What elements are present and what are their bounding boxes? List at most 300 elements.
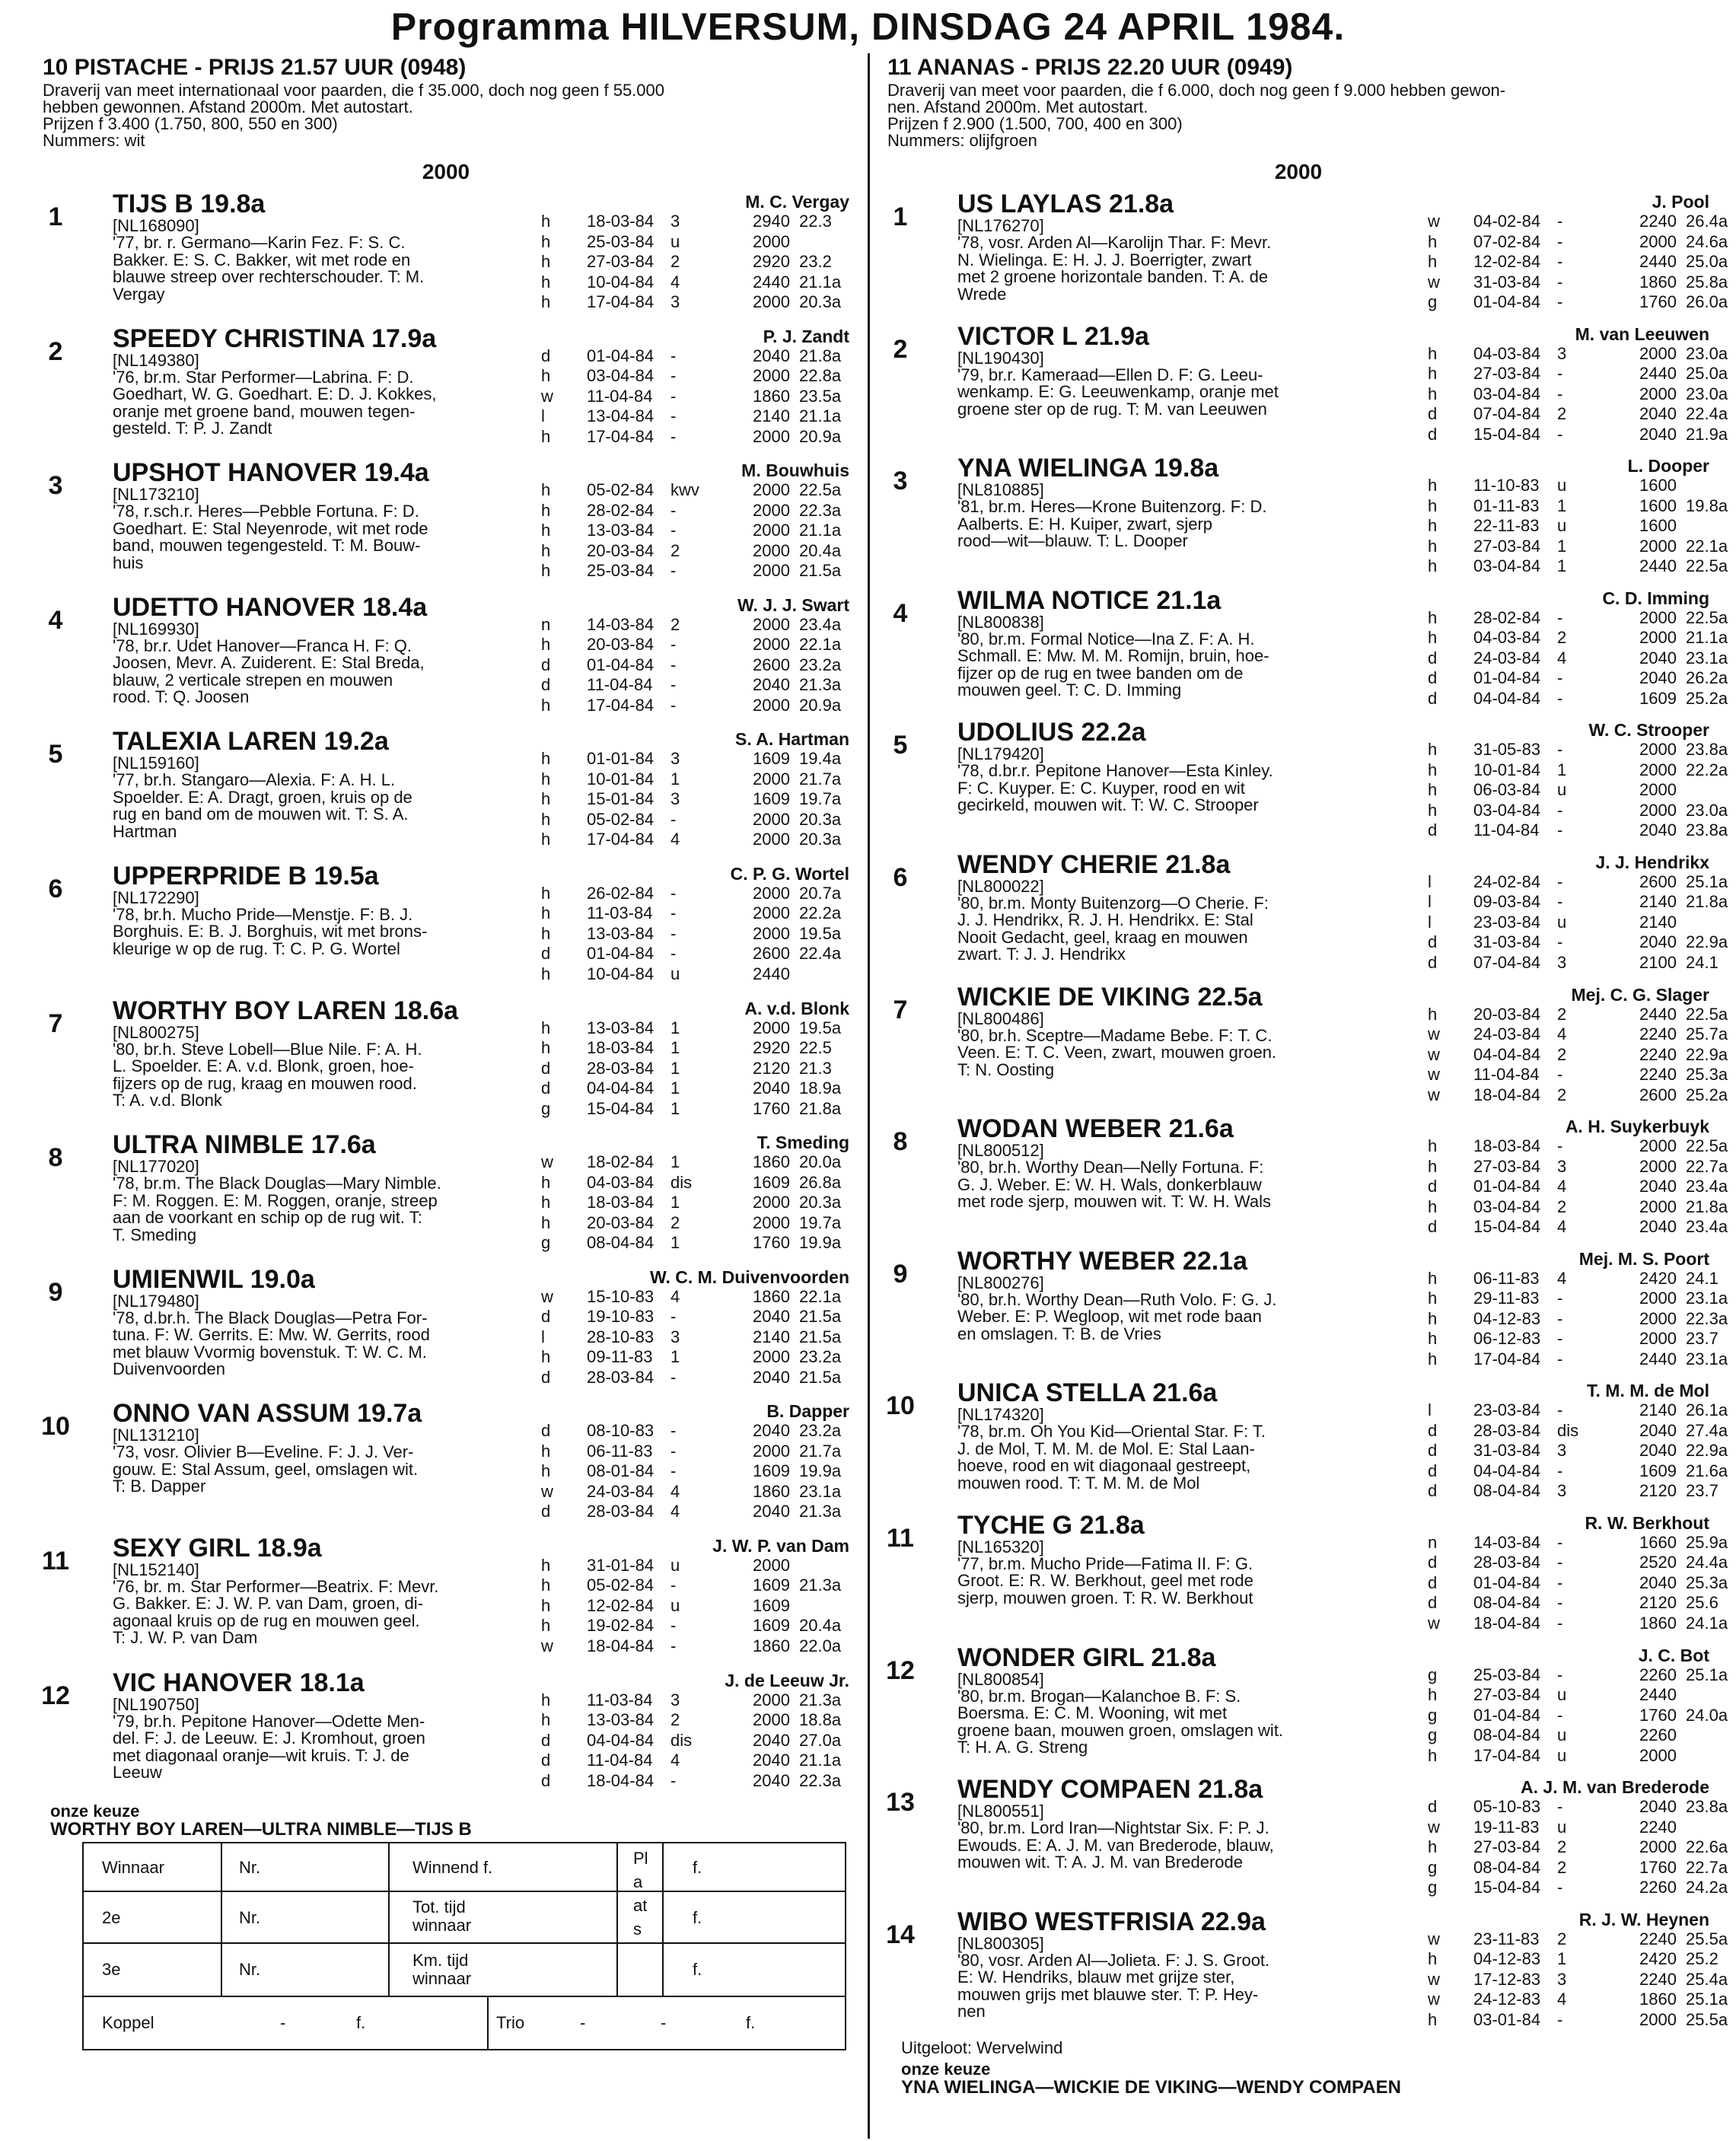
start-time: 22.3a: [799, 500, 842, 520]
start-place: 3: [1557, 1481, 1567, 1501]
start-place: -: [671, 655, 677, 674]
start-row: [1428, 1289, 1736, 1309]
start-time: 21.1a: [1686, 628, 1728, 648]
horse-trainer: M. van Leeuwen: [1575, 323, 1709, 344]
start-row: [541, 1690, 853, 1711]
horse-trainer: C. D. Imming: [1602, 588, 1709, 608]
start-row: [541, 964, 853, 985]
start-place: 1: [671, 1152, 680, 1172]
start-date: 11-04-84: [1473, 1065, 1540, 1085]
start-time: 21.1a: [799, 521, 842, 540]
table-line: [616, 1891, 845, 1892]
horse-entry: [887, 1246, 1728, 1378]
start-distance: 2140: [753, 1327, 790, 1346]
start-date: 15-10-83: [587, 1286, 655, 1306]
start-date: 06-11-83: [587, 1441, 653, 1461]
start-track: h: [541, 964, 551, 983]
start-place: -: [671, 695, 677, 715]
horse-trainer: C. P. G. Wortel: [730, 863, 849, 884]
horse-entry: [887, 982, 1728, 1114]
start-time: 22.0a: [799, 1636, 842, 1655]
horse-entry: [43, 323, 849, 458]
recent-starts: [541, 615, 853, 716]
start-date: 15-04-84: [1473, 424, 1541, 444]
horse-registration: [NL810885]: [957, 480, 1044, 500]
start-place: 3: [671, 292, 680, 311]
horse-entry: [887, 1510, 1728, 1642]
start-place: 1: [671, 1098, 680, 1118]
start-distance: 2240: [1639, 1024, 1677, 1044]
start-row: [1428, 668, 1736, 689]
start-track: h: [541, 635, 551, 655]
horse-trainer: Mej. M. S. Poort: [1578, 1248, 1709, 1269]
start-track: w: [1428, 1024, 1440, 1044]
horse-registration: [NL800551]: [957, 1802, 1044, 1821]
horse-entry: [43, 726, 849, 861]
recent-starts: [1428, 872, 1736, 973]
start-distance: 2000: [753, 500, 790, 520]
start-time: 23.2a: [799, 1421, 842, 1441]
start-row: [541, 1213, 853, 1234]
start-date: 28-03-84: [587, 1502, 655, 1521]
start-time: 19.4a: [799, 749, 842, 769]
start-track: d: [1428, 1797, 1438, 1817]
start-row: [1428, 913, 1736, 933]
start-track: d: [1428, 1593, 1438, 1613]
start-time: 25.2a: [1686, 688, 1728, 708]
start-time: 25.1a: [1686, 1990, 1728, 2009]
start-row: [541, 1307, 853, 1327]
horse-entry: [887, 849, 1728, 982]
horse-registration: [NL173210]: [113, 485, 199, 505]
start-time: 23.8a: [1686, 740, 1728, 760]
start-track: g: [1428, 1665, 1438, 1684]
nr-label-3: Nr.: [239, 1960, 261, 1979]
start-place: 1: [671, 1233, 680, 1253]
horse-name: WORTHY WEBER 22.1a: [957, 1246, 1248, 1276]
start-time: 21.5a: [799, 561, 842, 581]
start-track: l: [1428, 1400, 1432, 1420]
horse-registration: [NL800512]: [957, 1141, 1044, 1161]
start-distance: 2000: [753, 366, 790, 386]
start-track: w: [541, 1152, 553, 1172]
start-time: 24.2a: [1686, 1878, 1728, 1897]
start-date: 31-01-84: [587, 1555, 655, 1575]
horse-number: 7: [48, 1008, 63, 1038]
start-track: h: [1428, 343, 1438, 363]
recent-starts: [1428, 344, 1736, 445]
start-date: 07-04-84: [1473, 404, 1541, 424]
start-date: 26-02-84: [587, 883, 655, 903]
start-date: 23-03-84: [1473, 912, 1541, 932]
start-place: u: [1557, 1745, 1567, 1765]
start-time: 21.5a: [799, 1327, 842, 1346]
start-row: [1428, 1858, 1736, 1878]
start-track: h: [541, 426, 551, 446]
start-distance: 2040: [1639, 404, 1677, 424]
start-row: [541, 924, 853, 945]
start-place: u: [1557, 476, 1567, 495]
start-place: 2: [1557, 1837, 1567, 1857]
start-track: h: [541, 1212, 551, 1232]
start-place: 4: [1557, 1177, 1567, 1196]
start-row: [1428, 1929, 1736, 1950]
start-track: g: [541, 1233, 551, 1253]
start-place: -: [1557, 1308, 1563, 1328]
start-distance: 2040: [753, 675, 790, 695]
start-place: u: [1557, 1685, 1567, 1705]
start-track: h: [541, 561, 551, 581]
start-distance: 2000: [753, 614, 790, 634]
start-place: -: [671, 1461, 677, 1481]
start-distance: 1609: [753, 1575, 790, 1595]
start-time: [1686, 1725, 1736, 1746]
start-place: -: [671, 346, 677, 365]
start-date: 10-04-84: [587, 272, 655, 292]
start-track: d: [1428, 648, 1438, 667]
start-row: [541, 1482, 853, 1502]
start-track: d: [1428, 1217, 1438, 1237]
start-row: [541, 272, 853, 293]
start-date: 28-03-84: [587, 1058, 655, 1078]
start-time: 19.9a: [799, 1461, 842, 1481]
start-place: -: [1557, 932, 1563, 952]
start-row: [1428, 648, 1736, 669]
start-time: 22.5: [799, 1038, 832, 1058]
start-track: h: [541, 1575, 551, 1595]
start-date: 27-03-84: [1473, 1685, 1541, 1705]
start-row: [1428, 232, 1736, 253]
start-time: 22.7a: [1686, 1857, 1728, 1877]
start-distance: 2040: [1639, 1797, 1677, 1817]
start-time: 26.0a: [1686, 292, 1728, 311]
start-distance: 2000: [753, 923, 790, 943]
start-distance: 2000: [1639, 1745, 1677, 1765]
start-place: 3: [1557, 343, 1567, 363]
start-date: 31-03-84: [1473, 932, 1541, 952]
start-place: 1: [1557, 495, 1567, 515]
start-place: -: [671, 1441, 677, 1461]
start-row: [541, 480, 853, 501]
start-place: -: [1557, 1329, 1563, 1349]
start-row: [541, 1575, 853, 1596]
start-track: w: [1428, 1044, 1440, 1064]
start-date: 17-04-84: [1473, 1349, 1541, 1368]
start-date: 11-04-84: [587, 1751, 653, 1770]
start-time: [1686, 913, 1736, 933]
start-place: 4: [1557, 648, 1567, 667]
keuze-block: [43, 1803, 849, 1840]
start-track: h: [1428, 1685, 1438, 1705]
start-time: 25.2: [1686, 1949, 1718, 1969]
start-place: -: [1557, 668, 1563, 688]
horse-description: '78, r.sch.r. Heres—Pebble Fortuna. F: D. Goedhart. E: Stal Neyenrode, wit met rode band, mouwen tegengesteld. T: M. Bouw- huis: [113, 502, 428, 572]
start-place: 1: [671, 1058, 680, 1078]
start-place: 3: [1557, 1156, 1567, 1176]
start-time: 23.2a: [799, 1347, 842, 1367]
start-date: 08-04-84: [1473, 1593, 1541, 1613]
start-place: -: [1557, 1289, 1563, 1308]
start-row: [541, 1616, 853, 1636]
start-row: [541, 903, 853, 924]
start-track: h: [1428, 628, 1438, 648]
start-track: w: [1428, 212, 1440, 231]
start-track: d: [541, 346, 551, 365]
start-row: [541, 789, 853, 810]
horse-trainer: A. J. M. van Brederode: [1521, 1777, 1709, 1798]
start-date: 18-04-84: [1473, 1613, 1541, 1633]
start-place: -: [1557, 231, 1563, 251]
horse-name: WODAN WEBER 21.6a: [957, 1114, 1234, 1144]
start-date: 28-02-84: [1473, 607, 1541, 627]
horse-number: 7: [893, 995, 908, 1024]
start-date: 04-12-83: [1473, 1949, 1541, 1969]
start-track: h: [1428, 495, 1438, 515]
start-track: h: [541, 1690, 551, 1709]
horse-trainer: W. C. M. Duivenvoorden: [650, 1266, 849, 1287]
start-time: 22.5a: [1686, 607, 1728, 627]
start-distance: 2260: [1639, 1725, 1677, 1745]
start-track: d: [1428, 1553, 1438, 1572]
start-time: 22.3a: [1686, 1308, 1728, 1328]
start-distance: 2920: [753, 252, 790, 271]
start-time: 27.0a: [799, 1730, 842, 1750]
start-distance: 2000: [1639, 384, 1677, 403]
start-track: h: [1428, 800, 1438, 820]
start-date: 18-04-84: [1473, 1085, 1541, 1104]
start-track: h: [1428, 1268, 1438, 1288]
start-row: [1428, 1269, 1736, 1289]
horse-trainer: L. Dooper: [1627, 456, 1709, 476]
start-track: h: [1428, 1289, 1438, 1308]
start-date: 20-03-84: [1473, 1004, 1541, 1024]
start-time: 20.0a: [799, 1152, 842, 1172]
start-distance: 1760: [1639, 292, 1677, 311]
start-row: [1428, 1746, 1736, 1767]
start-distance: 2000: [753, 1212, 790, 1232]
horse-description: '80, br.m. Formal Notice—Ina Z. F: A. H. Schmall. E: Mw. M. M. Romijn, bruin, hoe- fijzer op de rug en twee banden om de mouwen geel. T: C. D. Imming: [957, 629, 1269, 700]
start-place: 4: [671, 1286, 680, 1306]
horse-name: VICTOR L 21.9a: [957, 321, 1149, 351]
start-track: d: [1428, 424, 1438, 444]
horse-name: UDOLIUS 22.2a: [957, 718, 1146, 747]
horse-name: US LAYLAS 21.8a: [957, 190, 1174, 218]
horse-trainer: T. M. M. de Mol: [1587, 1381, 1709, 1401]
start-row: [1428, 1045, 1736, 1066]
start-track: d: [541, 1502, 551, 1521]
start-row: [1428, 740, 1736, 760]
start-place: u: [1557, 1725, 1567, 1745]
page-title: Programma HILVERSUM, DINSDAG 24 APRIL 1984.: [390, 5, 1346, 48]
start-row: [1428, 1329, 1736, 1349]
start-place: 2: [1557, 1196, 1567, 1216]
start-place: 4: [1557, 1217, 1567, 1237]
start-date: 20-03-84: [587, 1212, 655, 1232]
start-place: -: [671, 1307, 677, 1327]
start-row: [1428, 1837, 1736, 1858]
start-place: 4: [671, 1481, 680, 1501]
start-track: w: [541, 1636, 553, 1655]
start-row: [541, 366, 853, 387]
horse-registration: [NL190750]: [113, 1694, 199, 1714]
keuze-text: YNA WIELINGA—WICKIE DE VIKING—WENDY COMPAEN: [901, 2077, 1401, 2098]
start-place: -: [1557, 800, 1563, 820]
horse-number: 10: [41, 1412, 70, 1442]
horse-number: 6: [48, 874, 63, 903]
winnaar-label: Winnaar: [102, 1858, 164, 1877]
start-row: [541, 406, 853, 427]
start-row: [541, 615, 853, 636]
horse-number: 2: [893, 334, 908, 364]
start-track: h: [541, 883, 551, 903]
start-track: h: [541, 1441, 551, 1461]
start-time: 22.4a: [799, 944, 842, 964]
start-distance: 1860: [753, 1152, 790, 1172]
start-row: [1428, 1990, 1736, 2010]
start-row: [541, 387, 853, 407]
horse-trainer: M. Bouwhuis: [741, 460, 849, 481]
start-time: [799, 1556, 852, 1576]
start-time: 24.4a: [1686, 1553, 1728, 1572]
start-distance: 2600: [753, 655, 790, 674]
horse-registration: [NL172290]: [113, 887, 199, 907]
start-place: 2: [1557, 1004, 1567, 1024]
start-date: 05-02-84: [587, 480, 655, 500]
start-date: 01-04-84: [1473, 668, 1541, 688]
start-row: [1428, 1553, 1736, 1573]
start-track: h: [541, 366, 551, 386]
start-track: h: [1428, 1837, 1438, 1857]
start-distance: 2040: [1639, 1420, 1677, 1440]
start-row: [541, 1731, 853, 1751]
start-place: -: [671, 366, 677, 386]
start-track: d: [541, 1078, 551, 1098]
start-time: 25.6: [1686, 1593, 1718, 1613]
start-time: 22.7a: [1686, 1156, 1728, 1176]
start-place: 1: [671, 769, 680, 789]
start-date: 12-02-84: [587, 1595, 655, 1615]
start-track: d: [541, 675, 551, 695]
start-date: 24-12-83: [1473, 1990, 1541, 2009]
start-row: [1428, 1665, 1736, 1686]
start-row: [541, 1038, 853, 1059]
horse-description: '80, br.m. Monty Buitenzorg—O Cherie. F: J. J. Hendrikx, R. J. H. Hendrikx. E: Stal Nooit Gedacht, geel, kraag en mouwen zwart. T: J. J. Hendrikx: [957, 893, 1269, 964]
start-distance: 2000: [753, 540, 790, 560]
start-time: 20.3a: [799, 1193, 842, 1212]
start-distance: 1660: [1639, 1532, 1677, 1552]
start-row: [541, 501, 853, 521]
start-date: 08-04-84: [587, 1233, 655, 1253]
start-track: h: [541, 1193, 551, 1212]
start-place: -: [1557, 1593, 1563, 1613]
start-row: [1428, 292, 1736, 313]
start-row: [541, 427, 853, 448]
start-track: h: [1428, 476, 1438, 495]
horse-number: 6: [893, 862, 908, 892]
start-place: -: [671, 675, 677, 695]
start-distance: 2240: [1639, 212, 1677, 231]
start-distance: 1609: [753, 1172, 790, 1192]
koppel-f: f.: [356, 2013, 366, 2032]
start-track: h: [541, 923, 551, 943]
horse-entry: [43, 457, 849, 592]
start-time: 22.2a: [799, 903, 842, 923]
start-distance: 2000: [1639, 740, 1677, 760]
start-track: h: [541, 1347, 551, 1367]
start-date: 05-10-83: [1473, 1797, 1541, 1817]
horse-entry: [886, 1378, 1728, 1510]
start-row: [541, 1710, 853, 1731]
start-time: [1686, 1746, 1736, 1767]
start-time: 21.3: [799, 1058, 832, 1078]
start-date: 13-03-84: [587, 923, 655, 943]
start-distance: 2040: [753, 1078, 790, 1098]
start-track: h: [541, 252, 551, 271]
start-distance: 1860: [1639, 1613, 1677, 1633]
start-time: [799, 232, 852, 253]
horse-registration: [NL168090]: [113, 216, 199, 235]
start-row: [1428, 1533, 1736, 1553]
start-date: 01-04-84: [1473, 292, 1541, 311]
start-date: 03-04-84: [587, 366, 655, 386]
start-date: 04-04-84: [1473, 688, 1541, 708]
start-place: 1: [1557, 1949, 1567, 1969]
start-time: 23.1a: [799, 1481, 842, 1501]
start-row: [1428, 628, 1736, 648]
start-date: 17-04-84: [587, 830, 655, 849]
start-distance: 2000: [753, 1690, 790, 1709]
start-distance: 2100: [1639, 952, 1677, 972]
race-conditions: Draverij van meet voor paarden, die f 6.000, doch nog geen f 9.000 hebben gewon- nen. Afstand 2000m. Met autostart. Prijzen f 2.900 (1.500, 700, 400 en 300) Nummers: olijfgroen: [887, 81, 1506, 150]
start-place: 2: [671, 1212, 680, 1232]
start-distance: 2440: [1639, 1349, 1677, 1368]
start-place: -: [1557, 1705, 1563, 1725]
recent-starts: [1428, 1797, 1736, 1898]
start-distance: 1609: [753, 789, 790, 809]
start-place: 3: [1557, 1969, 1567, 1989]
start-row: [541, 696, 853, 716]
horse-number: 12: [41, 1681, 70, 1710]
start-time: 21.5a: [799, 1367, 842, 1387]
horse-name: WORTHY BOY LAREN 18.6a: [113, 996, 459, 1025]
start-track: d: [1428, 1420, 1438, 1440]
start-date: 04-04-84: [1473, 1044, 1541, 1064]
horse-entry: [43, 1398, 849, 1533]
horse-name: WIBO WESTFRISIA 22.9a: [957, 1907, 1266, 1936]
start-time: 21.1a: [799, 272, 842, 292]
horse-name: WILMA NOTICE 21.1a: [957, 585, 1222, 615]
horse-registration: [NL800838]: [957, 612, 1044, 632]
start-row: [1428, 1024, 1736, 1045]
tweede-label: 2e: [102, 1908, 121, 1927]
start-track: h: [541, 500, 551, 520]
start-track: h: [541, 903, 551, 923]
start-place: 2: [1557, 1857, 1567, 1877]
start-row: [541, 346, 853, 367]
horse-trainer: J. J. Hendrikx: [1595, 852, 1709, 872]
start-distance: 1760: [753, 1098, 790, 1118]
start-track: l: [1428, 912, 1432, 932]
start-distance: 2000: [753, 1347, 790, 1367]
start-place: -: [1557, 2009, 1563, 2029]
start-distance: 1609: [1639, 1461, 1677, 1480]
start-place: u: [1557, 1817, 1567, 1837]
horse-registration: [NL177020]: [113, 1157, 199, 1177]
start-distance: 2240: [1639, 1817, 1677, 1837]
start-distance: 2120: [1639, 1481, 1677, 1501]
start-row: [1428, 1725, 1736, 1746]
start-distance: 1860: [753, 1636, 790, 1655]
